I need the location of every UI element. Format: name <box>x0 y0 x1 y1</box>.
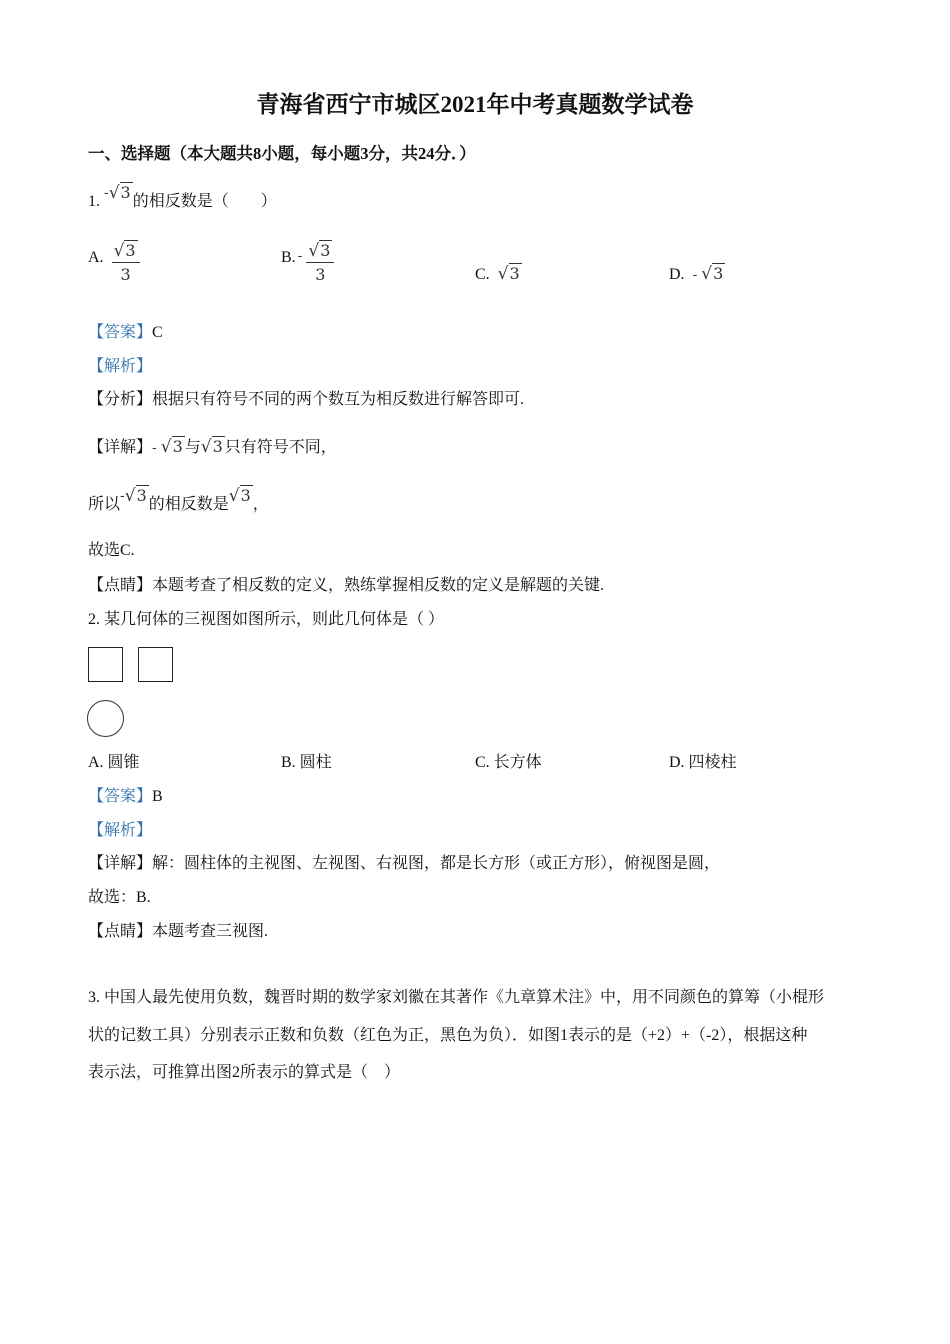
q2-option-a: A. 圆锥 <box>88 754 140 771</box>
q1-choose: 故选C. <box>88 542 135 559</box>
q1-option-b: B. - $\frac{√3}{3}$ <box>281 240 334 286</box>
q2-option-d: D. 四棱柱 <box>669 754 737 771</box>
front-view-square <box>88 647 123 682</box>
sqrt-expression: √3 <box>108 183 131 203</box>
side-view-square <box>138 647 173 682</box>
q1-conclusion: 所以-√3 的相反数是√3 ， <box>88 486 269 513</box>
q1-fenxi: 【分析】根据只有符号不同的两个数互为相反数进行解答即可. <box>88 391 525 408</box>
fraction: $\frac{√3}{3}$ <box>306 240 334 286</box>
q1-number: 1. <box>88 193 100 210</box>
q2-analysis-tag: 【解析】 <box>88 822 153 839</box>
q1-detail: 【详解】- √3 与√3 只有符号不同， <box>88 437 337 457</box>
q2-option-b: B. 圆柱 <box>281 754 332 771</box>
q1-analysis-tag: 【解析】 <box>88 358 153 375</box>
q1-stem <box>88 183 277 214</box>
q2-answer: 【答案】B <box>88 788 163 805</box>
fraction: $\frac{√3}{3}$ <box>112 240 140 286</box>
section-heading: 一、选择题（本大题共8小题，每小题3分，共24分．） <box>88 144 476 163</box>
page-title: 青海省西宁市城区2021年中考真题数学试卷 <box>256 92 694 117</box>
q1-option-a: A. $\frac{√3}{3}$ <box>88 240 140 286</box>
q1-option-c: C. √3 <box>475 264 520 284</box>
minus-sign: - <box>104 186 109 201</box>
q3-line-2: 状的记数工具）分别表示正数和负数（红色为正，黑色为负）．如图1表示的是（+2）+（-2），根据这种 <box>88 1027 808 1044</box>
q2-comment: 【点睛】本题考查三视图. <box>88 923 269 940</box>
q1-comment: 【点睛】本题考查了相反数的定义，熟练掌握相反数的定义是解题的关键. <box>88 577 605 594</box>
q2-option-c: C. 长方体 <box>475 754 542 771</box>
q1-stem-text: 的相反数是（ ） <box>132 193 277 210</box>
top-view-circle <box>87 700 124 737</box>
q1-option-d: D. - √3 <box>669 264 724 284</box>
q2-stem: 2. 某几何体的三视图如图所示，则此几何体是（ ） <box>88 611 445 628</box>
q2-detail: 【详解】解：圆柱体的主视图、左视图、右视图，都是长方形（或正方形），俯视图是圆， <box>88 855 721 872</box>
q2-choose: 故选：B. <box>88 889 151 906</box>
q1-answer: 【答案】C <box>88 324 163 341</box>
q3-line-3: 表示法，可推算出图2所表示的算式是（ ） <box>88 1064 401 1081</box>
q3-line-1: 3. 中国人最先使用负数，魏晋时期的数学家刘徽在其著作《九章算术注》中，用不同颜色的算筹（小棍形 <box>88 989 825 1006</box>
